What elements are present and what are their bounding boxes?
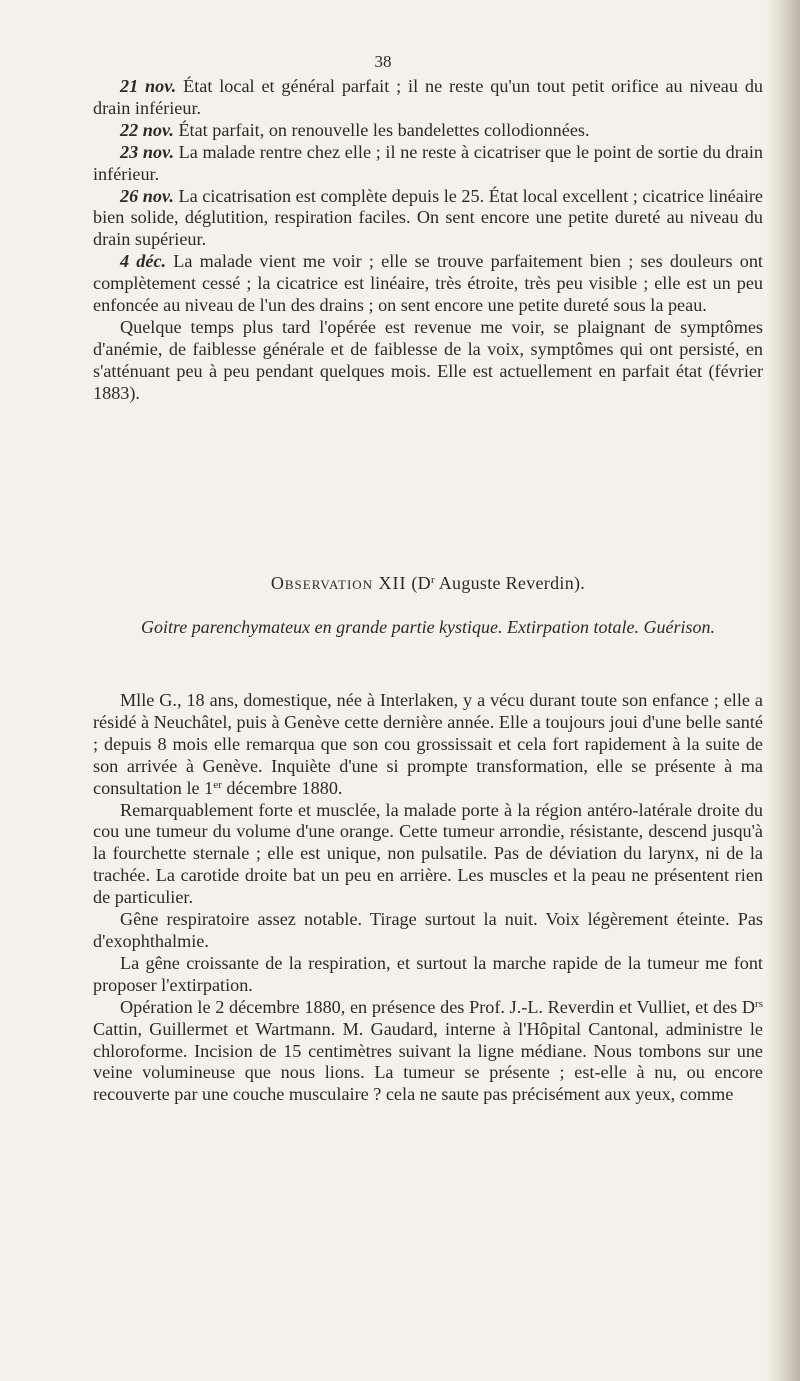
- entry-23-nov: [93, 142, 763, 186]
- entry-26-nov: [93, 186, 763, 252]
- case-report-section: [93, 690, 763, 1106]
- entry-21-nov: [93, 76, 763, 120]
- follow-up-paragraph: Quelque temps plus tard l'opérée est revenue me voir, se plaignant de symptômes d'anémie, de faiblesse générale et de faiblesse de la voix, symptômes qui ont persisté, en s'atténuant peu à peu pendant quelques mois. Elle est actuellement en parfait état (février 1883).: [93, 316, 763, 403]
- entry-date: 4 déc.: [120, 251, 167, 272]
- observation-author-prefix: (D: [411, 573, 431, 593]
- daily-notes-section: [93, 76, 763, 405]
- case-paragraph-symptoms: Gêne respiratoire assez notable. Tirage surtout la nuit. Voix légèrement éteinte. Pas d'exophthalmie.: [93, 909, 763, 951]
- case-paragraph-operation: Opération le 2 décembre 1880, en présence des Prof. J.-L. Reverdin et Vulliet, et des $D^{rs}$ Cattin, Guillermet et Wartmann. M. Gaudard, interne à l'Hôpital Cantonal, administre le chloroforme. Incision de 15 centimètres suivant la ligne médiane. Nous tombons sur une veine volumineuse que nous lions. La tumeur se présente ; est-elle à nu, ou encore recouverte par une couche musculaire ? cela ne saute pas précisément aux yeux, comme: [93, 996, 763, 1105]
- entry-text: La malade vient me voir ; elle se trouve parfaitement bien ; ses douleurs ont complètement cessé ; la cicatrice est linéaire, très étroite, très peu visible ; elle est un peu enfoncée au niveau de l'un des drains ; on sent encore une petite dureté sous la peau.: [93, 251, 763, 316]
- entry-date: 23 nov.: [120, 141, 175, 162]
- entry-4-dec: [93, 251, 763, 317]
- case-paragraph-exam: Remarquablement forte et musclée, la malade porte à la région antéro-latérale droite du cou une tumeur du volume d'une orange. Cette tumeur arrondie, résistante, descend jusqu'à la fourchette sternale ; elle est unique, non pulsatile. Pas de déviation du larynx, ni de la trachée. La carotide droite bat un peu en arrière. Les muscles et la peau ne présentent rien de particulier.: [93, 799, 763, 908]
- page-number: 38: [374, 52, 392, 71]
- observation-author-name: Auguste Reverdin).: [434, 573, 586, 593]
- entry-date: 26 nov.: [120, 185, 174, 206]
- observation-label: Observation XII: [270, 573, 407, 593]
- entry-text: La malade rentre chez elle ; il ne reste à cicatriser que le point de sortie du drain inférieur.: [93, 141, 763, 184]
- entry-text: La cicatrisation est complète depuis le 25. État local excellent ; cicatrice linéaire bien solide, déglutition, respiration faciles. On sent encore une petite dureté au niveau du drain supérieur.: [93, 185, 764, 250]
- entry-date: 21 nov.: [120, 76, 177, 96]
- page-edge-shadow: [766, 0, 800, 1381]
- entry-22-nov: [93, 120, 763, 142]
- case-paragraph-history: Mlle G., 18 ans, domestique, née à Interlaken, y a vécu durant toute son enfance ; elle a résidé à Neuchâtel, puis à Genève cette dernière année. Elle a toujours joui d'une belle santé ; depuis 8 mois elle remarqua que son cou grossissait et cela fort rapidement à la suite de son arrivée à Genève. Inquiète d'une si prompte transformation, elle se présente à ma consultation le 1er décembre 1880.: [93, 690, 763, 798]
- entry-text: État local et général parfait ; il ne reste qu'un tout petit orifice au niveau du drain inférieur.: [93, 76, 764, 118]
- entry-date: 22 nov.: [120, 119, 174, 140]
- observation-heading: [93, 573, 763, 594]
- observation-subtitle: Goitre parenchymateux en grande partie kystique. Extirpation totale. Guérison.: [140, 617, 716, 637]
- case-paragraph-indication: La gêne croissante de la respiration, et surtout la marche rapide de la tumeur me font proposer l'extirpation.: [93, 952, 763, 995]
- observation-author-sup: r: [430, 574, 435, 586]
- entry-text: État parfait, on renouvelle les bandelettes collodionnées.: [173, 119, 590, 140]
